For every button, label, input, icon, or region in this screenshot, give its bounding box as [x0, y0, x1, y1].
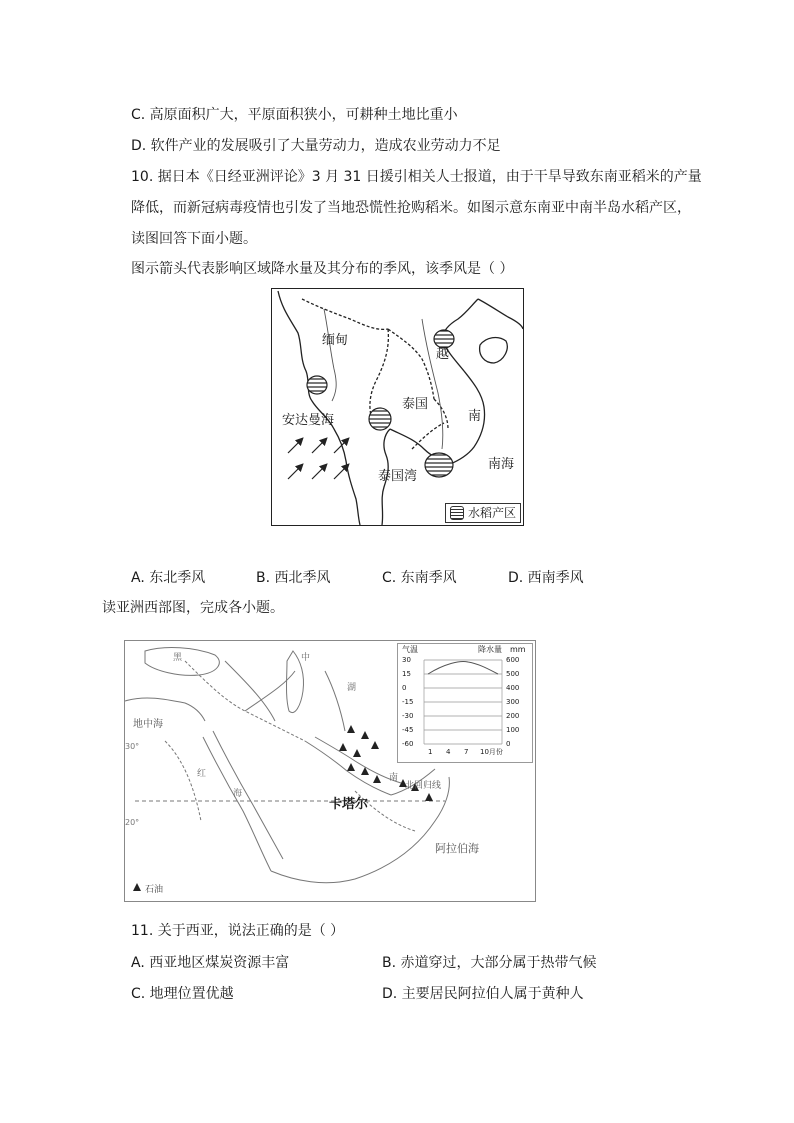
- temp-tick-6: -60: [402, 740, 414, 748]
- label-lat30: 30°: [125, 742, 140, 751]
- label-gulf-of-thailand: 泰国湾: [378, 469, 418, 484]
- rice-area-legend: [445, 503, 521, 523]
- precip-tick-6: 0: [506, 740, 511, 748]
- oil-triangle-icon: [133, 883, 141, 891]
- label-nan: 南: [389, 773, 399, 783]
- q10-sub-question: 图示箭头代表影响区域降水量及其分布的季风，该季风是（ ）: [131, 261, 514, 277]
- month-tick-2: 7: [464, 748, 469, 756]
- q11-option-d: D. 主要居民阿拉伯人属于黄种人: [382, 986, 584, 1002]
- temp-tick-0: 30: [402, 656, 411, 664]
- precip-tick-5: 100: [506, 726, 520, 734]
- temp-tick-5: -45: [402, 726, 414, 734]
- precip-tick-4: 200: [506, 712, 520, 720]
- chart-unit-right: mm: [510, 645, 526, 654]
- month-tick-3: 10月份: [480, 748, 503, 756]
- label-tropic: 北回归线: [405, 781, 442, 791]
- label-nan: 南: [468, 409, 482, 424]
- label-zhong: 中: [301, 653, 311, 663]
- west-asia-intro: 读亚洲西部图，完成各小题。: [102, 600, 284, 616]
- q11-option-a: A. 西亚地区煤炭资源丰富: [131, 955, 290, 971]
- q11-stem: 11. 关于西亚，说法正确的是（ ）: [131, 923, 345, 939]
- precip-tick-2: 400: [506, 684, 520, 692]
- label-south-china-sea: 南海: [488, 457, 515, 472]
- q10-stem-line3: 读图回答下面小题。: [131, 231, 257, 247]
- precip-tick-1: 500: [506, 670, 520, 678]
- label-thailand: 泰国: [402, 397, 429, 412]
- q10-option-b: B. 西北季风: [256, 570, 331, 586]
- label-hu: 湖: [347, 683, 357, 693]
- q11-option-b: B. 赤道穿过，大部分属于热带气候: [382, 955, 597, 971]
- q11-option-c: C. 地理位置优越: [131, 986, 234, 1002]
- label-hong: 红: [197, 769, 207, 779]
- label-black: 黑: [173, 653, 183, 663]
- month-tick-1: 4: [446, 748, 451, 756]
- q10-option-c: C. 东南季风: [382, 570, 457, 586]
- legend-label: 水稻产区: [467, 506, 516, 520]
- label-myanmar: 缅甸: [322, 333, 349, 348]
- west-asia-map: [124, 640, 536, 902]
- q10-stem-line1: 10. 据日本《日经亚洲评论》3 月 31 日援引相关人士报道，由于干旱导致东南亚稻米的产量: [131, 169, 702, 185]
- month-tick-0: 1: [428, 748, 433, 756]
- southeast-asia-map: [271, 288, 524, 526]
- hatched-area-icon: [450, 506, 464, 520]
- chart-title-left: 气温: [402, 645, 418, 654]
- climate-chart-inset: [397, 643, 533, 763]
- legend-oil-label: 石油: [145, 885, 164, 895]
- precip-tick-0: 600: [506, 656, 520, 664]
- q9-option-c: C. 高原面积广大，平原面积狭小，可耕种土地比重小: [131, 107, 458, 123]
- temp-tick-3: -15: [402, 698, 414, 706]
- label-andaman-sea: 安达曼海: [282, 413, 335, 428]
- label-yue: 越: [436, 347, 450, 362]
- monsoon-arrows: [288, 439, 348, 479]
- q10-option-d: D. 西南季风: [508, 570, 584, 586]
- label-arabian-sea: 阿拉伯海: [435, 842, 479, 855]
- q9-option-d: D. 软件产业的发展吸引了大量劳动力，造成农业劳动力不足: [131, 138, 501, 154]
- chart-title-right: 降水量: [478, 645, 502, 654]
- label-qatar: 卡塔尔: [329, 797, 369, 812]
- temp-tick-2: 0: [402, 684, 407, 692]
- temp-tick-4: -30: [402, 712, 414, 720]
- coastline-drawing: [272, 289, 523, 525]
- q10-stem-line2: 降低，而新冠病毒疫情也引发了当地恐慌性抢购稻米。如图示意东南亚中南半岛水稻产区，: [131, 200, 691, 216]
- label-hai: 海: [233, 789, 243, 799]
- label-mediterranean: 地中海: [133, 719, 163, 730]
- q10-option-a: A. 东北季风: [131, 570, 206, 586]
- label-lat20: 20°: [125, 818, 140, 827]
- temp-tick-1: 15: [402, 670, 411, 678]
- precip-tick-3: 300: [506, 698, 520, 706]
